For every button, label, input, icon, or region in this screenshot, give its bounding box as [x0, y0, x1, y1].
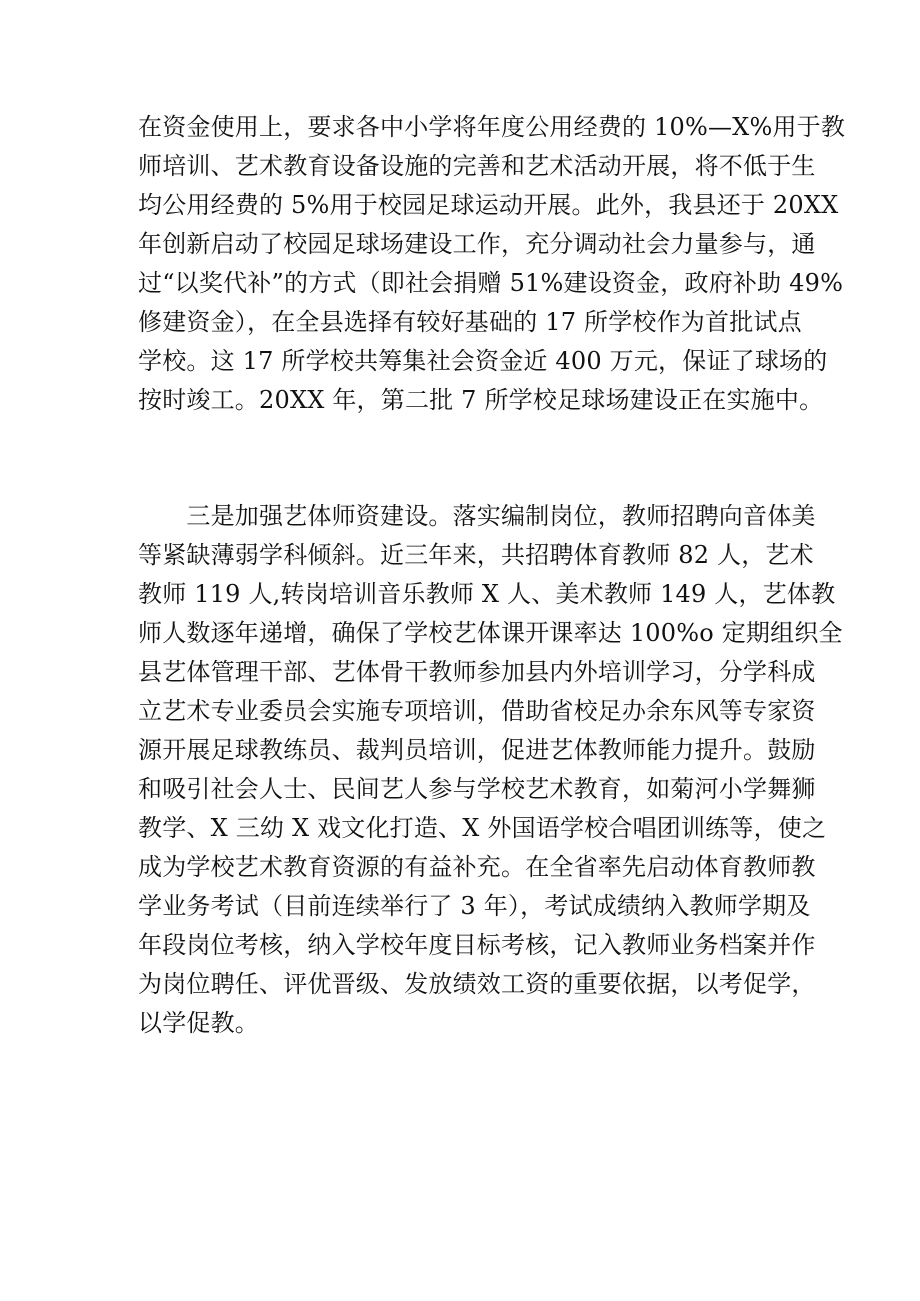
text-line: 立艺术专业委员会实施专项培训，借助省校足办余东风等专家资 — [138, 697, 816, 725]
text-line: 年段岗位考核，纳入学校年度目标考核，记入教师业务档案并作 — [138, 931, 816, 959]
text-line: 教学、X 三幼 X 戏文化打造、X 外国语学校合唱团训练等，使之 — [138, 814, 827, 842]
text-line: 源开展足球教练员、裁判员培训，促进艺体教师能力提升。鼓励 — [138, 736, 816, 764]
text-line: 教师 119 人,转岗培训音乐教师 X 人、美术教师 149 人，艺体教 — [138, 580, 836, 608]
text-line: 年创新启动了校园足球场建设工作，充分调动社会力量参与，通 — [138, 230, 816, 258]
text-line: 县艺体管理干部、艺体骨干教师参加县内外培训学习，分学科成 — [138, 658, 816, 686]
text-line: 均公用经费的 5%用于校园足球运动开展。此外，我县还于 20XX — [138, 191, 839, 219]
text-line: 过“以奖代补”的方式（即社会捐赠 51%建设资金，政府补助 49% — [138, 269, 844, 297]
text-line: 修建资金），在全县选择有较好基础的 17 所学校作为首批试点 — [138, 308, 802, 336]
paragraph-funding — [138, 108, 845, 420]
text-line: 在资金使用上，要求各中小学将年度公用经费的 10%—X%用于教 — [138, 113, 846, 141]
text-line: 以学促教。 — [138, 1009, 259, 1037]
text-line: 师人数逐年递增，确保了学校艺体课开课率达 100%o 定期组织全 — [138, 619, 843, 647]
text-line: 师培训、艺术教育设备设施的完善和艺术活动开展，将不低于生 — [138, 152, 816, 180]
text-line: 按时竣工。20XX 年，第二批 7 所学校足球场建设正在实施中。 — [138, 386, 824, 414]
text-line: 和吸引社会人士、民间艺人参与学校艺术教育，如菊河小学舞狮 — [138, 775, 816, 803]
text-line: 学校。这 17 所学校共筹集社会资金近 400 万元，保证了球场的 — [138, 347, 828, 375]
text-line: 三是加强艺体师资建设。落实编制岗位，教师招聘向音体美 — [138, 502, 816, 530]
text-line: 学业务考试（目前连续举行了 3 年），考试成绩纳入教师学期及 — [138, 892, 811, 920]
paragraph-teacher-staffing — [138, 497, 843, 1043]
text-line: 成为学校艺术教育资源的有益补充。在全省率先启动体育教师教 — [138, 853, 816, 881]
text-line: 等紧缺薄弱学科倾斜。近三年来，共招聘体育教师 82 人，艺术 — [138, 541, 814, 569]
text-line: 为岗位聘任、评优晋级、发放绩效工资的重要依据，以考促学， — [138, 970, 816, 998]
